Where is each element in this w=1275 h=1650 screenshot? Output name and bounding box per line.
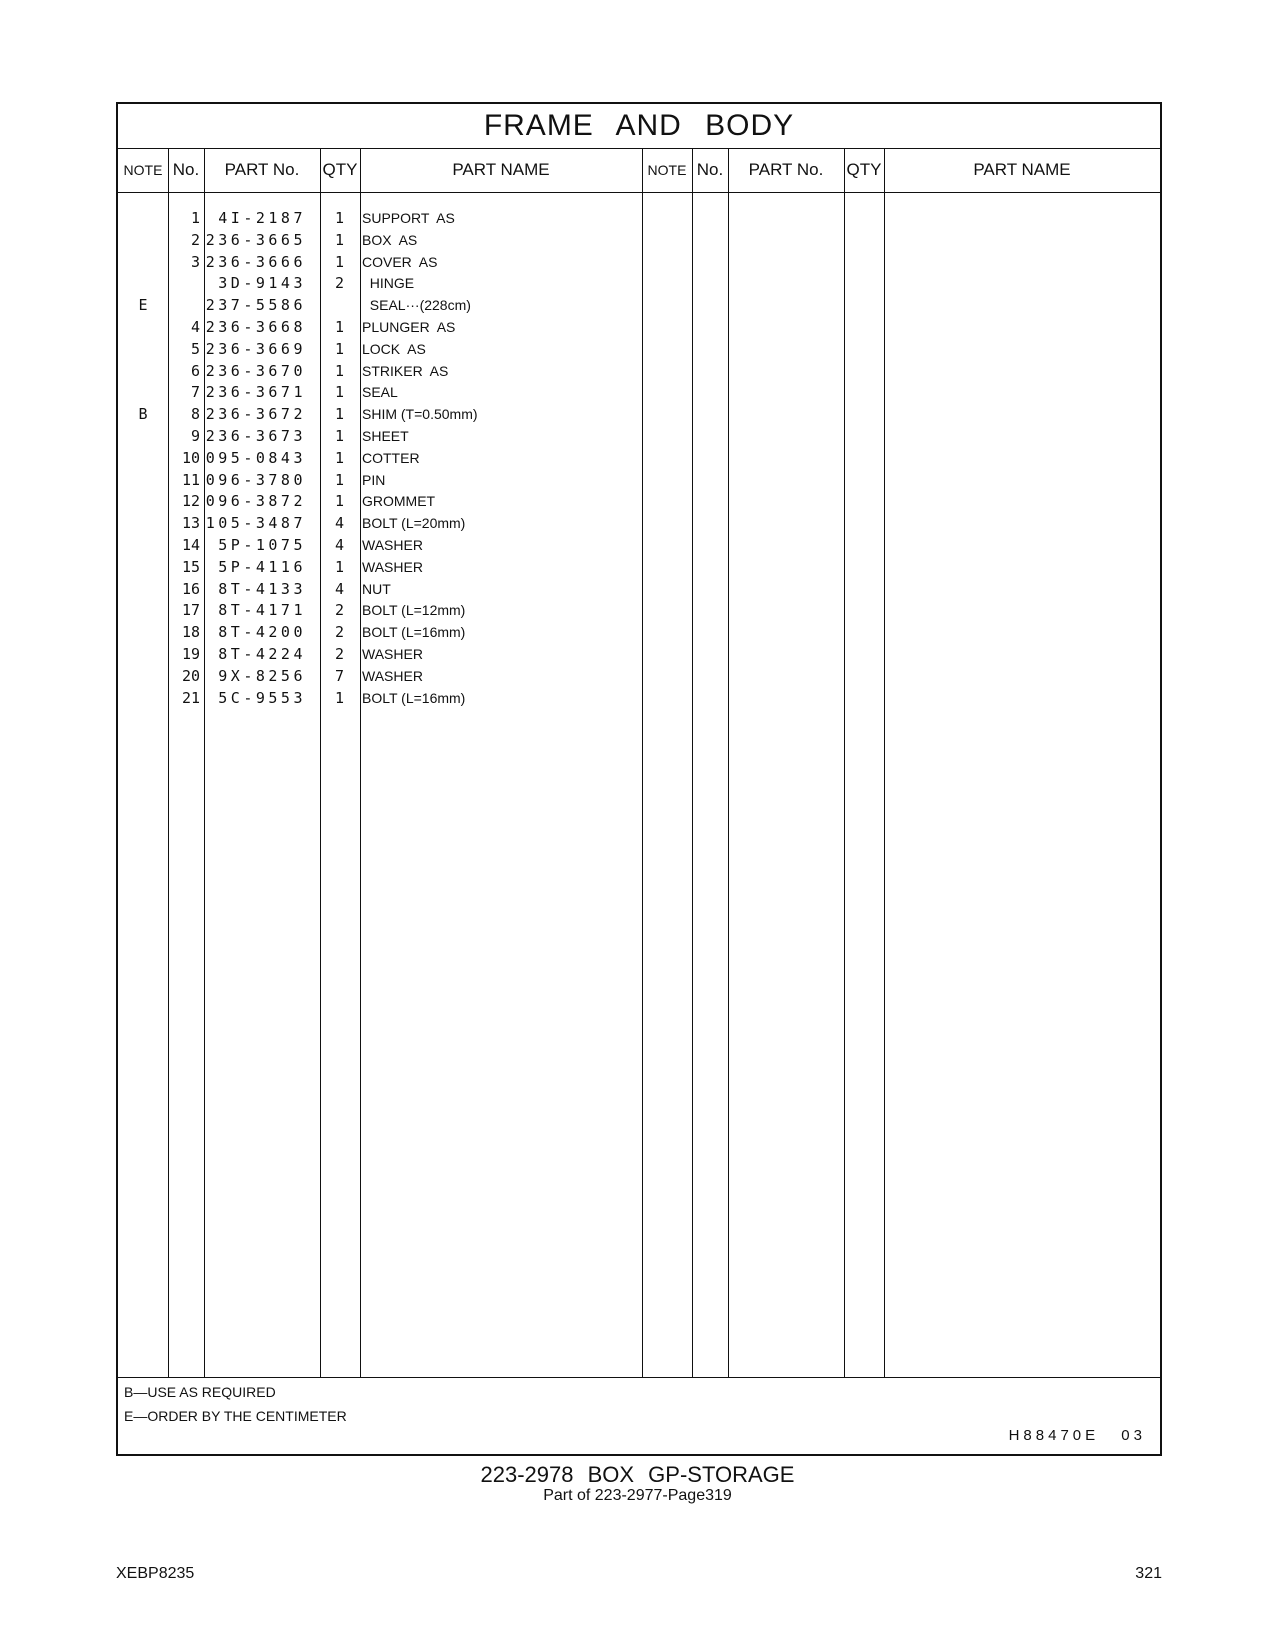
- part-number-cell: 8T-4171: [218, 601, 306, 620]
- table-row: [118, 666, 1160, 688]
- item-number-cell: 2: [190, 230, 200, 249]
- item-number-cell: 9: [190, 426, 200, 445]
- note-cell: [118, 317, 168, 339]
- table-row: [118, 448, 1160, 470]
- quantity-cell: 1: [334, 230, 344, 249]
- note-cell: [118, 382, 168, 404]
- table-row: [118, 557, 1160, 579]
- header-no-right: No.: [696, 160, 724, 179]
- table-row: [118, 208, 1160, 230]
- part-name-cell: PIN: [362, 471, 386, 488]
- quantity-cell: 2: [334, 623, 344, 642]
- parts-list-frame: [116, 102, 1162, 1456]
- item-number-cell: 4: [190, 317, 200, 336]
- page-number: 321: [1135, 1565, 1162, 1582]
- item-number-cell: [168, 295, 200, 317]
- note-cell: [118, 535, 168, 557]
- header-no-left: No.: [172, 160, 200, 179]
- item-number-cell: 7: [190, 383, 200, 402]
- quantity-cell: 1: [334, 209, 344, 227]
- drawing-code: H88470E 03: [1008, 1427, 1146, 1444]
- part-number-cell: 236-3666: [205, 252, 306, 271]
- table-row: [118, 600, 1160, 622]
- part-name-cell: WASHER: [362, 645, 423, 662]
- item-number-cell: 19: [181, 644, 200, 663]
- document-id: XEBP8235: [116, 1565, 195, 1582]
- table-row: [118, 513, 1160, 535]
- note-cell: [118, 600, 168, 622]
- note-legend-e: E—ORDER BY THE CENTIMETER: [124, 1408, 347, 1424]
- parts-table-body: [118, 208, 1160, 709]
- item-number-cell: 16: [181, 579, 200, 598]
- item-number-cell: 14: [181, 535, 200, 554]
- notes-footer: [118, 1377, 1160, 1454]
- note-cell: E: [138, 296, 148, 315]
- part-number-cell: 096-3872: [205, 492, 306, 511]
- part-name-cell: SHIM (T=0.50mm): [362, 406, 478, 423]
- part-name-cell: BOLT (L=12mm): [362, 602, 466, 619]
- assembly-reference: Part of 223-2977-Page319: [543, 1487, 732, 1504]
- header-qty-right: QTY: [846, 160, 882, 179]
- part-number-cell: 237-5586: [205, 296, 306, 315]
- note-cell: [118, 252, 168, 274]
- part-number-cell: 5P-4116: [218, 557, 306, 576]
- part-number-cell: 236-3670: [205, 361, 306, 380]
- item-number-cell: 10: [181, 448, 200, 467]
- part-name-cell: BOX AS: [362, 231, 418, 248]
- part-number-cell: 4I-2187: [218, 209, 306, 227]
- part-name-cell: WASHER: [362, 558, 423, 575]
- quantity-cell: 1: [334, 317, 344, 336]
- quantity-cell: 1: [334, 492, 344, 511]
- part-number-cell: 5C-9553: [218, 688, 306, 707]
- item-number-cell: 21: [181, 688, 200, 707]
- section-title: FRAME AND BODY: [118, 104, 1160, 149]
- item-number-cell: [168, 273, 200, 295]
- quantity-cell: 7: [334, 666, 344, 685]
- quantity-cell: 2: [334, 274, 344, 293]
- table-row: [118, 252, 1160, 274]
- part-name-cell: PLUNGER AS: [362, 318, 456, 335]
- part-number-cell: 236-3671: [205, 383, 306, 402]
- part-number-cell: 236-3672: [205, 405, 306, 424]
- table-row: [118, 470, 1160, 492]
- part-name-cell: GROMMET: [362, 493, 436, 510]
- part-name-cell: WASHER: [362, 667, 423, 684]
- quantity-cell: 1: [334, 405, 344, 424]
- table-row: [118, 404, 1160, 426]
- table-row: [118, 361, 1160, 383]
- part-number-cell: 5P-1075: [218, 535, 306, 554]
- quantity-cell: 1: [334, 448, 344, 467]
- quantity-cell: 1: [334, 688, 344, 707]
- header-note-right: NOTE: [647, 162, 687, 178]
- note-cell: [118, 273, 168, 295]
- part-number-cell: 8T-4200: [218, 623, 306, 642]
- item-number-cell: 5: [190, 339, 200, 358]
- item-number-cell: 6: [190, 361, 200, 380]
- note-cell: [118, 688, 168, 710]
- part-name-cell: COVER AS: [362, 253, 438, 270]
- part-name-cell: WASHER: [362, 536, 423, 553]
- item-number-cell: 13: [181, 514, 200, 533]
- part-name-cell: SEAL: [362, 384, 398, 401]
- table-row: [118, 491, 1160, 513]
- item-number-cell: 15: [181, 557, 200, 576]
- part-number-cell: 236-3669: [205, 339, 306, 358]
- quantity-cell: 1: [334, 470, 344, 489]
- part-number-cell: 105-3487: [205, 514, 306, 533]
- note-cell: [118, 622, 168, 644]
- item-number-cell: 8: [190, 405, 200, 424]
- header-part-no-left: PART No.: [224, 160, 300, 179]
- quantity-cell: 4: [334, 579, 344, 598]
- part-number-cell: 236-3665: [205, 230, 306, 249]
- header-note-left: NOTE: [123, 162, 163, 178]
- header-part-name-right: PART NAME: [973, 160, 1071, 179]
- item-number-cell: 1: [190, 209, 200, 227]
- assembly-title: 223-2978 BOX GP-STORAGE: [480, 1462, 795, 1487]
- table-row: [118, 273, 1160, 295]
- note-cell: [118, 361, 168, 383]
- part-name-cell: HINGE: [362, 275, 415, 292]
- quantity-cell: 1: [334, 426, 344, 445]
- item-number-cell: 20: [181, 666, 200, 685]
- header-qty-left: QTY: [322, 160, 358, 179]
- part-number-cell: 236-3673: [205, 426, 306, 445]
- note-cell: [118, 230, 168, 252]
- note-legend-b: B—USE AS REQUIRED: [124, 1384, 276, 1400]
- quantity-cell: 2: [334, 644, 344, 663]
- note-cell: [118, 339, 168, 361]
- part-name-cell: NUT: [362, 580, 391, 597]
- column-header-row: [118, 148, 1160, 193]
- table-row: [118, 688, 1160, 710]
- note-cell: [118, 557, 168, 579]
- note-cell: [118, 448, 168, 470]
- part-name-cell: SEAL···(228cm): [362, 297, 471, 314]
- table-row: [118, 317, 1160, 339]
- table-row: [118, 295, 1160, 317]
- note-cell: [118, 513, 168, 535]
- quantity-cell: 1: [334, 252, 344, 271]
- part-name-cell: SHEET: [362, 427, 409, 444]
- item-number-cell: 18: [181, 623, 200, 642]
- part-number-cell: 8T-4224: [218, 644, 306, 663]
- note-cell: [118, 579, 168, 601]
- table-row: [118, 426, 1160, 448]
- item-number-cell: 3: [190, 252, 200, 271]
- table-row: [118, 622, 1160, 644]
- table-row: [118, 230, 1160, 252]
- note-cell: B: [138, 405, 148, 424]
- note-cell: [118, 644, 168, 666]
- table-row: [118, 579, 1160, 601]
- note-cell: [118, 208, 168, 230]
- table-row: [118, 644, 1160, 666]
- part-name-cell: BOLT (L=16mm): [362, 624, 466, 641]
- quantity-cell: 1: [334, 361, 344, 380]
- table-row: [118, 535, 1160, 557]
- quantity-cell: [314, 295, 344, 317]
- item-number-cell: 12: [181, 492, 200, 511]
- part-name-cell: BOLT (L=16mm): [362, 689, 466, 706]
- item-number-cell: 17: [181, 601, 200, 620]
- part-name-cell: LOCK AS: [362, 340, 426, 357]
- part-name-cell: STRIKER AS: [362, 362, 449, 379]
- item-number-cell: 11: [181, 470, 200, 489]
- header-part-name-left: PART NAME: [452, 160, 550, 179]
- note-cell: [118, 426, 168, 448]
- part-number-cell: 236-3668: [205, 317, 306, 336]
- quantity-cell: 4: [334, 514, 344, 533]
- note-cell: [118, 666, 168, 688]
- quantity-cell: 1: [334, 383, 344, 402]
- note-cell: [118, 470, 168, 492]
- part-number-cell: 096-3780: [205, 470, 306, 489]
- header-part-no-right: PART No.: [748, 160, 824, 179]
- quantity-cell: 1: [334, 557, 344, 576]
- part-name-cell: COTTER: [362, 449, 420, 466]
- quantity-cell: 2: [334, 601, 344, 620]
- quantity-cell: 4: [334, 535, 344, 554]
- part-number-cell: 3D-9143: [218, 274, 306, 293]
- part-name-cell: BOLT (L=20mm): [362, 515, 466, 532]
- part-number-cell: 9X-8256: [218, 666, 306, 685]
- table-row: [118, 339, 1160, 361]
- quantity-cell: 1: [334, 339, 344, 358]
- part-number-cell: 8T-4133: [218, 579, 306, 598]
- part-name-cell: SUPPORT AS: [362, 210, 455, 226]
- table-row: [118, 382, 1160, 404]
- part-number-cell: 095-0843: [205, 448, 306, 467]
- note-cell: [118, 491, 168, 513]
